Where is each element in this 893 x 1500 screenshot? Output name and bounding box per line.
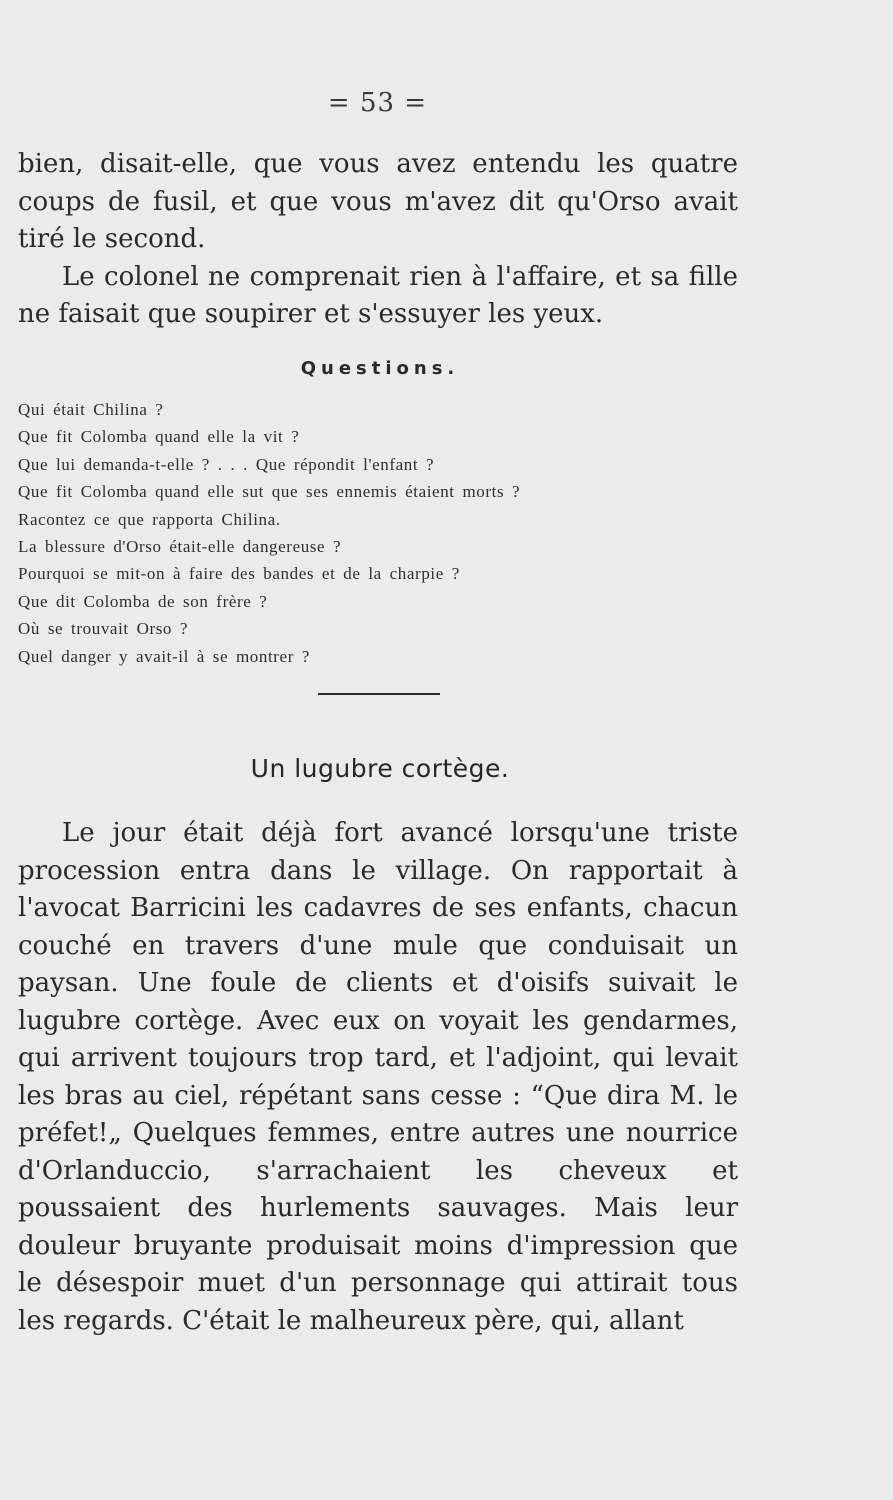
questions-list [18,396,738,670]
question-item: La blessure d'Orso était-elle dangereuse ? [18,537,342,557]
intro-paragraph: bien, disait-elle, que vous avez entendu les quatre coups de fusil, et que vous m'avez dit qu'Orso avait tiré le second. [18,149,738,254]
chapter-paragraph: Le jour était déjà fort avancé lorsqu'une triste procession entra dans le village. On rapportait à l'avocat Barricini les cadavres de ses enfants, chacun couché en travers d'une mule que conduisait un paysan. Une foule de clients et d'oisifs suivait le lugubre cortège. Avec eux on voyait les gendarmes, qui arrivent toujours trop tard, et l'adjoint, qui levait les bras au ciel, répétant sans cesse : “Que dira M. le préfet!„ Quelques femmes, entre autres une nourrice d'Orlanduccio, s'arrachaient les cheveux et poussaient des hurlements sauvages. Mais leur douleur bruyante produisait moins d'impression que le désespoir muet d'un personnage qui attirait tous les regards. C'était le malheureux père, qui, allant [18,818,738,1336]
question-item: Que fit Colomba quand elle sut que ses ennemis étaient morts ? [18,482,521,502]
question-item: Racontez ce que rapporta Chilina. [18,509,281,529]
question-item: Que fit Colomba quand elle la vit ? [18,427,300,447]
questions-heading: Questions. [300,358,460,379]
chapter-body [18,815,738,1340]
chapter-title: Un lugubre cortège. [250,754,510,783]
question-item: Quel danger y avait-il à se montrer ? [18,646,310,666]
question-item: Qui était Chilina ? [18,400,164,419]
intro-paragraph: Le colonel ne comprenait rien à l'affaire, et sa fille ne faisait que soupirer et s'essuyer les yeux. [18,261,738,329]
question-item: Où se trouvait Orso ? [18,619,189,639]
intro-text [18,146,738,334]
question-item: Que dit Colomba de son frère ? [18,591,268,611]
section-divider [318,693,440,695]
question-item: Que lui demanda-t-elle ? . . . Que répondit l'enfant ? [18,454,435,474]
page-number: = 53 = [327,88,428,118]
question-item: Pourquoi se mit-on à faire des bandes et de la charpie ? [18,564,460,584]
